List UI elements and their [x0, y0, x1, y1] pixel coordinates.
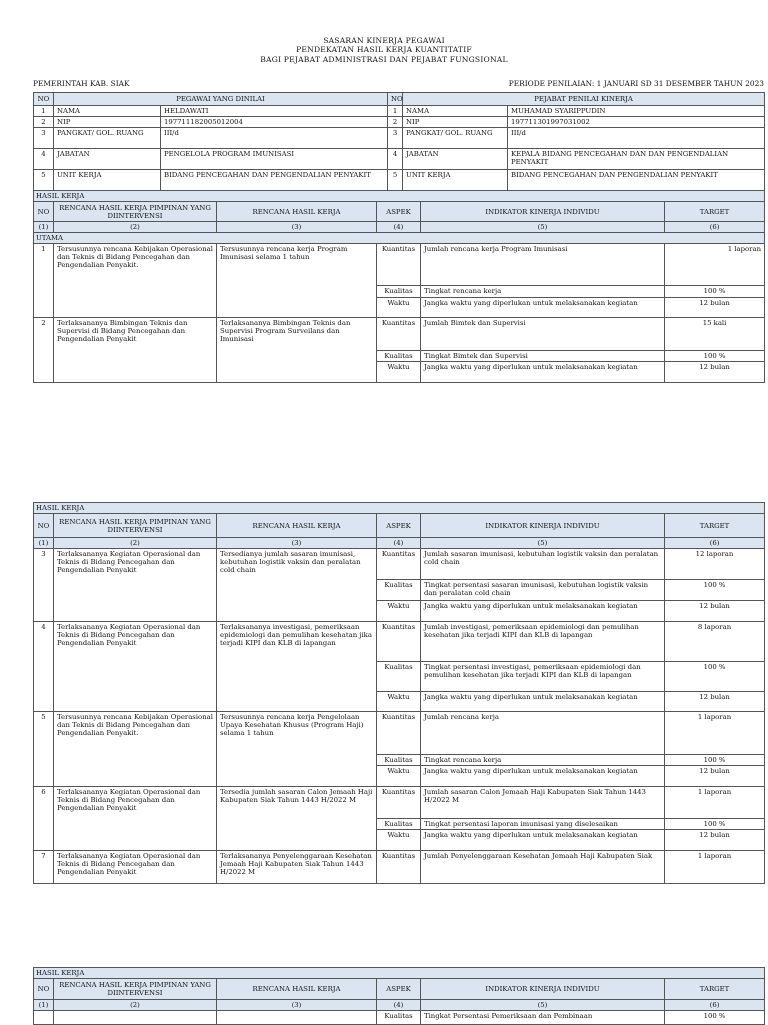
table-row: 4 Terlaksananya Kegiatan Operasional dan Teknis di Bidang Pencegahan dan Pengendalian Penyakit Terlaksananya investigasi, pemeriksaan epidemiologi dan pemulihan kesehatan jika terjadi KIPI dan KLB di lapangan Kuantitas Jumlah investigasi, pemeriksaan epidemiologi dan pemulihan kesehatan jika terjadi KIPI dan KLB di lapangan 8 laporan: [34, 622, 765, 662]
penilai-unit: BIDANG PENCEGAHAN DAN PENGENDALIAN PENYAKIT: [508, 170, 765, 191]
pegawai-nama: HELDAWATI: [161, 106, 388, 117]
table-row: 3 PANGKAT/ GOL. RUANG III/d 3 PANGKAT/ GOL. RUANG III/d: [34, 128, 765, 149]
doc-subtitle-2: BAGI PEJABAT ADMINISTRASI DAN PEJABAT FUNGSIONAL: [260, 55, 508, 64]
no-header: NO: [34, 93, 54, 106]
table-row: Kualitas Tingkat Persentasi Pemeriksaan dan Pembinaan 100 %: [34, 1011, 765, 1025]
table-row: 2 NIP 197711182005012004 2 NIP 197711301997031002: [34, 117, 765, 128]
pegawai-pangkat: III/d: [161, 128, 388, 149]
table-row: 2 Terlaksananya Bimbingan Teknis dan Supervisi di Bidang Pencegahan dan Pengendalian Penyakit Terlaksananya Bimbingan Teknis dan Supervisi Program Surveilans dan Imunisasi Kuantitas Jumlah Bimtek dan Supervisi 15 kali: [34, 318, 765, 351]
hasil-kerja-table-3: HASIL KERJA NO RENCANA HASIL KERJA PIMPINAN YANG DIINTERVENSI RENCANA HASIL KERJA ASPEK INDIKATOR KINERJA INDIVIDU TARGET (1) (2) (3) (4) (5) (6) Kualitas Tingkat Persentasi Pemeriksaan dan Pembinaan 100 %: [33, 967, 765, 1025]
page-1: [33, 92, 764, 383]
table-row: 1 Tersusunnya rencana Kebijakan Operasional dan Teknis di Bidang Pencegahan dan Pengendalian Penyakit. Tersusunnya rencana kerja Program Imunisasi selama 1 tahun Kuantitas Jumlah rencana kerja Program Imunisasi 1 laporan: [34, 244, 765, 286]
page-2: [33, 502, 764, 884]
pegawai-nip: 197711182005012004: [161, 117, 388, 128]
pejabat-penilai-header: PEJABAT PENILAI KINERJA: [403, 93, 765, 106]
pegawai-dinilai-header: PEGAWAI YANG DINILAI: [54, 93, 388, 106]
penilai-nama: MUHAMAD SYARIPPUDIN: [508, 106, 765, 117]
pegawai-jabatan: PENGELOLA PROGRAM IMUNISASI: [161, 149, 388, 170]
page-3: [33, 967, 764, 1025]
table-row: 7 Terlaksananya Kegiatan Operasional dan Teknis di Bidang Pencegahan dan Pengendalian Penyakit Terlaksananya Penyelenggaraan Kesehatan Jemaah Haji Kabupaten Siak Tahun 1443 H/2022 M Kuantitas Jumlah Penyelenggaraan Kesehatan Jemaah Haji Kabupaten Siak 1 laporan: [34, 851, 765, 884]
no-header-right: NO: [388, 93, 403, 106]
instansi-label: PEMERINTAH KAB. SIAK: [33, 79, 130, 88]
table-row: 6 Terlaksananya Kegiatan Operasional dan Teknis di Bidang Pencegahan dan Pengendalian Penyakit Tersedia jumlah sasaran Calon Jemaah Haji Kabupaten Siak Tahun 1443 H/2022 M Kuantitas Jumlah sasaran Calon Jemaah Haji Kabupaten Siak Tahun 1443 H/2022 M 1 laporan: [34, 787, 765, 819]
table-row: 5 UNIT KERJA BIDANG PENCEGAHAN DAN PENGENDALIAN PENYAKIT 5 UNIT KERJA BIDANG PENCEGAHAN DAN PENGENDALIAN PENYAKIT: [34, 170, 765, 191]
table-row: 5 Tersusunnya rencana Kebijakan Operasional dan Teknis di Bidang Pencegahan dan Pengendalian Penyakit. Tersusunnya rencana kerja Pengelolaan Upaya Kesehatan Khusus (Program Haji) selama 1 tahun Kuantitas Jumlah rencana kerja 1 laporan: [34, 712, 765, 755]
hasil-kerja-table-2: HASIL KERJA NO RENCANA HASIL KERJA PIMPINAN YANG DIINTERVENSI RENCANA HASIL KERJA ASPEK INDIKATOR KINERJA INDIVIDU TARGET (1) (2) (3) (4) (5) (6) 3 Terlaksananya Kegiatan Operasional dan Teknis di Bidang Pencegahan dan Pengendalian Penyakit Tersedianya jumlah sasaran imunisasi, kebutuhan logistik vaksin dan peralatan cold chain Kuantitas Jumlah sasaran imunisasi, kebutuhan logistik vaksin dan peralatan cold chain 12 laporan Kualitas Tingkat persentasi sasaran imunisasi, kebutuhan logistik vaksin dan peralatan cold chain 100 % Waktu Jangka waktu yang diperlukan untuk melaksanakan kegiatan 12 bulan 4 Terlaksananya Kegiatan Operasional dan Teknis di Bidang Pencegahan dan Pengendalian Penyakit Terlaksananya investigasi, pemeriksaan epidemiologi dan pemulihan kesehatan jika terjadi KIPI dan KLB di lapangan Kuantitas Jumlah investigasi, pemeriksaan epidemiologi dan pemulihan kesehatan jika terjadi KIPI dan KLB di lapangan 8 laporan Kualitas Tingkat persentasi investigasi, pemeriksaan epidemiologi dan pemulihan kesehatan jika terjadi KIPI dan KLB di lapangan 100 % Waktu Jangka waktu yang diperlukan untuk melaksanakan kegiatan 12 bulan 5 Tersusunnya rencana Kebijakan Operasional dan Teknis di Bidang Pencegahan dan Pengendalian Penyakit. Tersusunnya rencana kerja Pengelolaan Upaya Kesehatan Khusus (Program Haji) selama 1 tahun Kuantitas Jumlah rencana kerja 1 laporan Kualitas Tingkat rencana kerja 100 % Waktu Jangka waktu yang diperlukan untuk melaksanakan kegiatan 12 bulan 6 Terlaksananya Kegiatan Operasional dan Teknis di Bidang Pencegahan dan Pengendalian Penyakit Tersedia jumlah sasaran Calon Jemaah Haji Kabupaten Siak Tahun 1443 H/2022 M Kuantitas Jumlah sasaran Calon Jemaah Haji Kabupaten Siak Tahun 1443 H/2022 M 1 laporan Kualitas Tingkat persentasi laporan imunisasi yang diselesaikan 100 % Waktu Jangka waktu yang diperlukan untuk melaksanakan kegiatan 12 bulan 7 Terlaksananya Kegiatan Operasional dan Teknis di Bidang Pencegahan dan Pengendalian Penyakit Terlaksananya Penyelenggaraan Kesehatan Jemaah Haji Kabupaten Siak Tahun 1443 H/2022 M Kuantitas Jumlah Penyelenggaraan Kesehatan Jemaah Haji Kabupaten Siak 1 laporan: [33, 502, 765, 884]
table-row: 4 JABATAN PENGELOLA PROGRAM IMUNISASI 4 JABATAN KEPALA BIDANG PENCEGAHAN DAN DAN PENGENDALIAN PENYAKIT: [34, 149, 765, 170]
table-row: 3 Terlaksananya Kegiatan Operasional dan Teknis di Bidang Pencegahan dan Pengendalian Penyakit Tersedianya jumlah sasaran imunisasi, kebutuhan logistik vaksin dan peralatan cold chain Kuantitas Jumlah sasaran imunisasi, kebutuhan logistik vaksin dan peralatan cold chain 12 laporan: [34, 549, 765, 580]
section-hasil-kerja: HASIL KERJA: [34, 191, 765, 202]
table-row: 1 NAMA HELDAWATI 1 NAMA MUHAMAD SYARIPPUDIN: [34, 106, 765, 117]
section-utama: UTAMA: [34, 233, 765, 244]
pegawai-unit: BIDANG PENCEGAHAN DAN PENGENDALIAN PENYAKIT: [161, 170, 388, 191]
doc-title: SASARAN KINERJA PEGAWAI: [323, 36, 445, 45]
pegawai-table: [33, 92, 765, 191]
periode-label: PERIODE PENILAIAN: 1 JANUARI SD 31 DESEMBER TAHUN 2023: [508, 79, 764, 88]
doc-subtitle: PENDEKATAN HASIL KERJA KUANTITATIF: [296, 45, 472, 54]
penilai-jabatan: KEPALA BIDANG PENCEGAHAN DAN DAN PENGENDALIAN PENYAKIT: [508, 149, 765, 170]
penilai-pangkat: III/d: [508, 128, 765, 149]
hasil-kerja-table: HASIL KERJA NO RENCANA HASIL KERJA PIMPINAN YANG DIINTERVENSI RENCANA HASIL KERJA ASPEK INDIKATOR KINERJA INDIVIDU TARGET (1) (2) (3) (4) (5) (6) UTAMA 1 Tersusunnya rencana Kebijakan Operasional dan Teknis di Bidang Pencegahan dan Pengendalian Penyakit. Tersusunnya rencana kerja Program Imunisasi selama 1 tahun Kuantitas Jumlah rencana kerja Program Imunisasi 1 laporan Kualitas Tingkat rencana kerja 100 % Waktu Jangka waktu yang diperlukan untuk melaksanakan kegiatan 12 bulan 2 Terlaksananya Bimbingan Teknis dan Supervisi di Bidang Pencegahan dan Pengendalian Penyakit Terlaksananya Bimbingan Teknis dan Supervisi Program Surveilans dan Imunisasi Kuantitas Jumlah Bimtek dan Supervisi 15 kali Kualitas Tingkat Bimtek dan Supervisi 100 % Waktu Jangka waktu yang diperlukan untuk melaksanakan kegiatan 12 bulan: [33, 190, 765, 383]
penilai-nip: 197711301997031002: [508, 117, 765, 128]
